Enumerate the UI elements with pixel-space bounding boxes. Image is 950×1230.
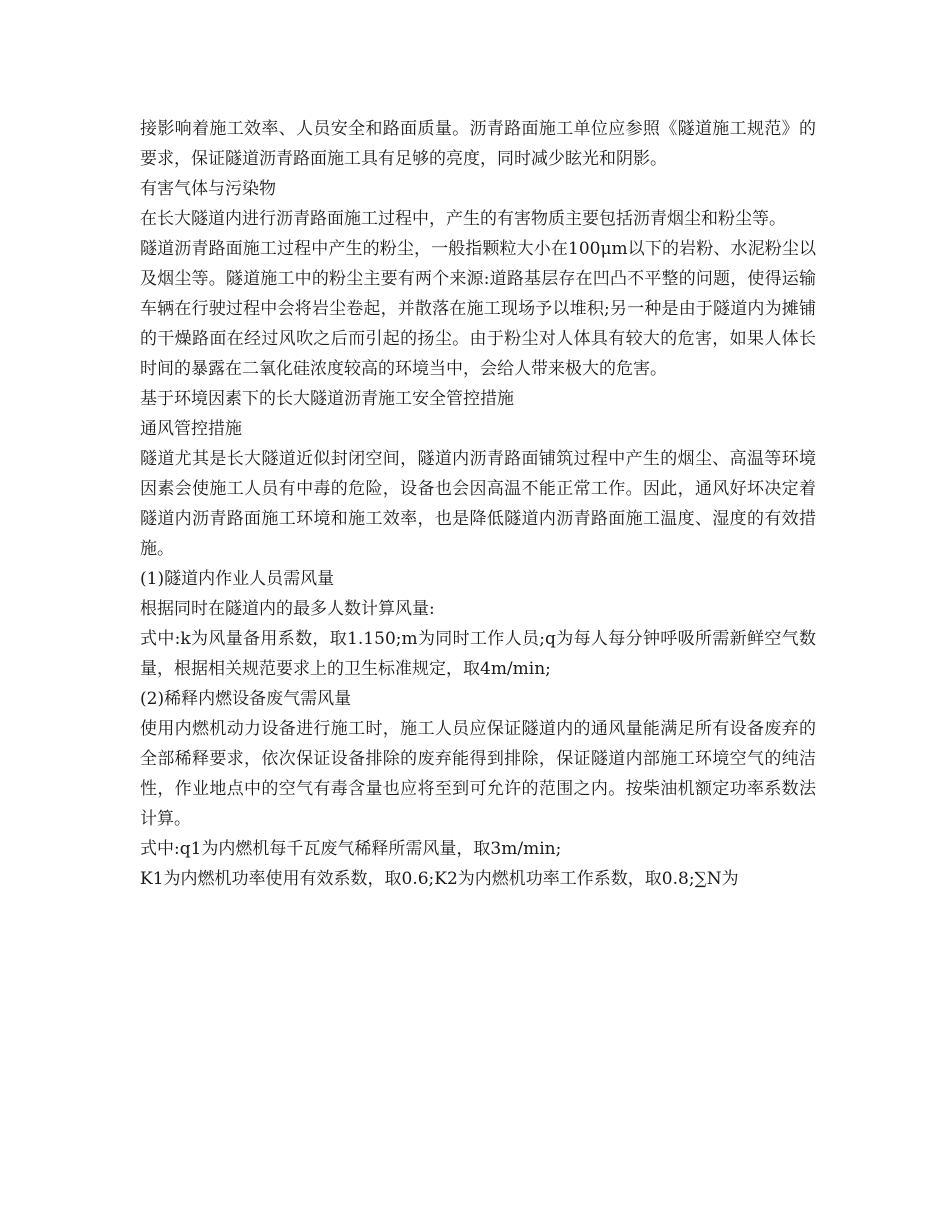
paragraph-exhaust-formula: 式中:q1为内燃机每千瓦废气稀释所需风量，取3m/min; xyxy=(140,839,562,859)
paragraph-lighting: 接影响着施工效率、人员安全和路面质量。沥青路面施工单位应参照《隧道施工规范》的要求，保证隧道沥青路面施工具有足够的亮度，同时减少眩光和阴影。 xyxy=(140,119,816,169)
heading-ventilation: 通风管控措施 xyxy=(140,419,242,439)
heading-personnel-air: (1)隧道内作业人员需风量 xyxy=(140,569,335,589)
paragraph-personnel-formula: 式中:k为风量备用系数，取1.150;m为同时工作人员;q为每人每分钟呼吸所需新鲜空气数量，根据相关规范要求上的卫生标准规定，取4m/min; xyxy=(140,629,816,679)
paragraph-personnel-calc: 根据同时在隧道内的最多人数计算风量: xyxy=(140,599,435,619)
paragraph-harmful-substances: 在长大隧道内进行沥青路面施工过程中，产生的有害物质主要包括沥青烟尘和粉尘等。 xyxy=(140,209,786,229)
heading-harmful-gas: 有害气体与污染物 xyxy=(140,179,276,199)
document-page xyxy=(140,114,816,894)
paragraph-ventilation: 隧道尤其是长大隧道近似封闭空间，隧道内沥青路面铺筑过程中产生的烟尘、高温等环境因素会使施工人员有中毒的危险，设备也会因高温不能正常工作。因此，通风好坏决定着隧道内沥青路面施工环境和施工效率，也是降低隧道内沥青路面施工温度、湿度的有效措施。 xyxy=(140,449,816,559)
paragraph-dust: 隧道沥青路面施工过程中产生的粉尘，一般指颗粒大小在100μm以下的岩粉、水泥粉尘以及烟尘等。隧道施工中的粉尘主要有两个来源:道路基层存在凹凸不平整的问题，使得运输车辆在行驶过程中会将岩尘卷起，并散落在施工现场予以堆积;另一种是由于隧道内为摊铺的干燥路面在经过风吹之后而引起的扬尘。由于粉尘对人体具有较大的危害，如果人体长时间的暴露在二氧化硅浓度较高的环境当中，会给人带来极大的危害。 xyxy=(140,239,816,379)
paragraph-coefficients: K1为内燃机功率使用有效系数，取0.6;K2为内燃机功率工作系数，取0.8;∑N为 xyxy=(140,869,739,889)
heading-exhaust-air: (2)稀释内燃设备废气需风量 xyxy=(140,689,352,709)
heading-safety-measures: 基于环境因素下的长大隧道沥青施工安全管控措施 xyxy=(140,389,514,409)
paragraph-exhaust: 使用内燃机动力设备进行施工时，施工人员应保证隧道内的通风量能满足所有设备废弃的全部稀释要求，依次保证设备排除的废弃能得到排除，保证隧道内部施工环境空气的纯洁性，作业地点中的空气有毒含量也应将至到可允许的范围之内。按柴油机额定功率系数法计算。 xyxy=(140,719,816,829)
